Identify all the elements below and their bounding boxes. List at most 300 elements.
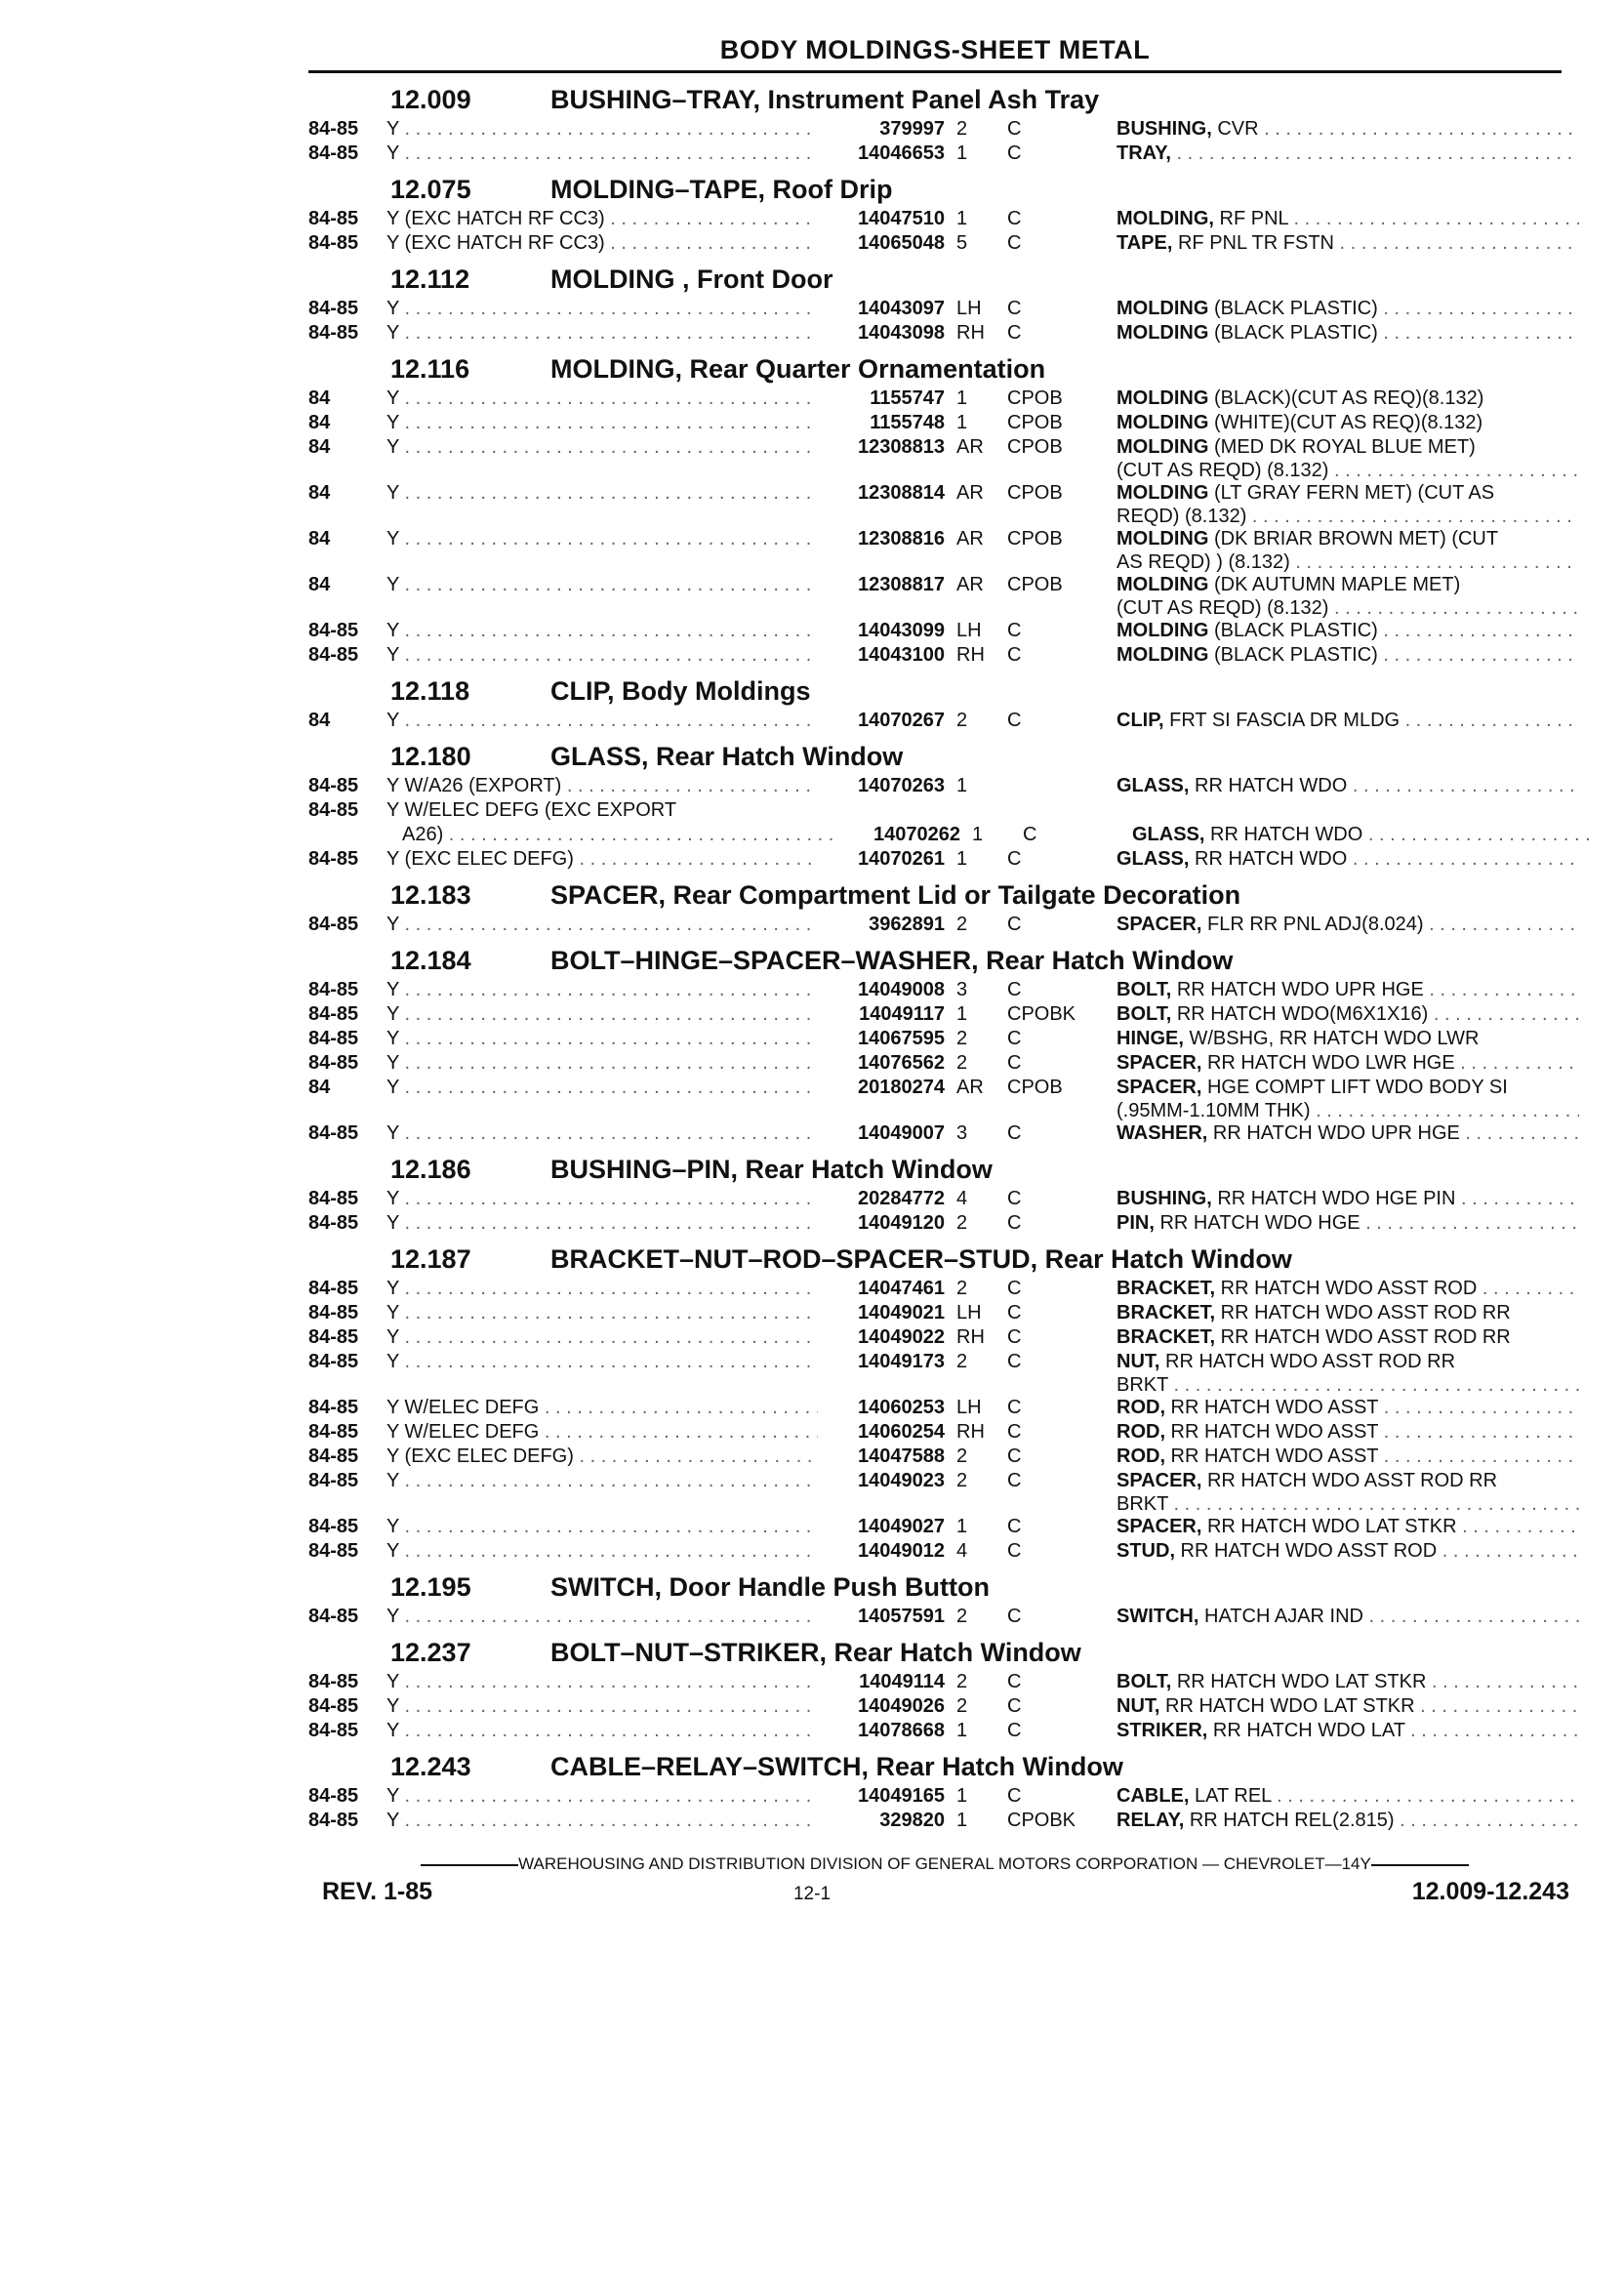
part-number-cell: 14043098: [858, 322, 945, 344]
part-number-cell: [818, 1100, 945, 1121]
description-cell: [1116, 117, 1579, 142]
code-cell: [1007, 1100, 1116, 1121]
model-cell: Y . . .: [386, 481, 818, 506]
description-name: ROD,: [1116, 1397, 1165, 1418]
year-cell: 84: [308, 1077, 331, 1098]
code-cell: [1007, 798, 1116, 823]
description-detail: HATCH AJAR IND: [1198, 1606, 1363, 1627]
code-cell: C: [1007, 1470, 1022, 1491]
description-detail: RR HATCH WDO LAT STKR: [1201, 1516, 1457, 1537]
description-name: RELAY,: [1116, 1810, 1185, 1831]
description-cell: [1116, 481, 1579, 506]
model-cell: Y . . .: [386, 913, 818, 937]
description-cell: [1116, 411, 1579, 435]
quantity-cell: AR: [956, 1077, 984, 1098]
section-number: 12.237: [390, 1638, 471, 1667]
quantity-cell: 2: [956, 1606, 968, 1627]
description-detail: RR HATCH WDO ASST ROD RR: [1201, 1470, 1498, 1491]
description-detail: (DK AUTUMN MAPLE MET): [1208, 574, 1461, 595]
code-cell: [1007, 551, 1116, 573]
quantity-cell: 3: [956, 1122, 968, 1144]
description-detail: RR HATCH WDO LAT STKR: [1171, 1671, 1427, 1692]
publisher-footer: [322, 1854, 1567, 1874]
description-cell: [1116, 1719, 1579, 1743]
section-heading: [308, 673, 1567, 709]
description-name: BOLT,: [1116, 979, 1172, 1000]
model-cell: Y (EXC ELEC DEFG) . . .: [386, 1445, 818, 1469]
description-cell: [1116, 387, 1579, 411]
section-number: 12.180: [390, 742, 471, 771]
model-cell: Y . . .: [386, 1121, 818, 1146]
part-row: [308, 1469, 1567, 1493]
model-cell: Y . . .: [386, 1605, 818, 1629]
code-cell: C: [1007, 1516, 1022, 1537]
year-cell: 84-85: [308, 1720, 359, 1741]
code-cell: C: [1007, 848, 1022, 870]
part-row-continuation: [308, 506, 1567, 527]
model-cell: Y W/ELEC DEFG . . .: [386, 1396, 818, 1420]
part-row: [308, 1396, 1567, 1420]
quantity-cell: AR: [956, 482, 984, 504]
part-number-cell: 14065048: [858, 232, 945, 254]
description-cell: [1116, 1469, 1579, 1493]
section-number: 12.187: [390, 1244, 471, 1274]
section-number: 12.183: [390, 880, 471, 910]
description-detail: RF PNL TR FSTN: [1172, 232, 1334, 254]
description-cell: [1116, 1809, 1579, 1833]
description-detail: RR HATCH WDO ASST: [1165, 1421, 1379, 1443]
description-detail: RR HATCH WDO(M6X1X16): [1171, 1003, 1429, 1025]
model-cell: Y . . .: [386, 1719, 818, 1743]
part-row-continuation: [308, 1493, 1567, 1515]
code-cell: C: [1007, 1720, 1022, 1741]
model-cell: [386, 551, 818, 573]
part-number-cell: 14047461: [858, 1278, 945, 1299]
quantity-cell: RH: [956, 1421, 985, 1443]
quantity-cell: 2: [956, 1470, 968, 1491]
year-cell: 84: [308, 412, 331, 433]
part-row-continuation: [308, 1374, 1567, 1396]
model-cell: Y . . .: [386, 1325, 818, 1350]
part-row: [308, 1121, 1567, 1146]
description-name: SPACER,: [1116, 1052, 1202, 1074]
part-row: [308, 798, 1567, 823]
description-name: MOLDING: [1116, 644, 1209, 666]
description-cell: [1116, 1784, 1579, 1809]
part-number-cell: 12308814: [858, 482, 945, 504]
quantity-cell: 1: [956, 1003, 968, 1025]
description-detail: (WHITE)(CUT AS REQ)(8.132): [1208, 412, 1483, 433]
year-cell: 84-85: [308, 1326, 359, 1348]
part-row: [308, 1076, 1567, 1100]
year-cell: 84-85: [308, 1445, 359, 1467]
year-cell: 84-85: [308, 1470, 359, 1491]
section-heading: [308, 1635, 1567, 1670]
code-cell: C: [1007, 1785, 1022, 1807]
part-number-cell: 14070261: [858, 848, 945, 870]
model-cell: Y . . .: [386, 1350, 818, 1374]
description-name: BRACKET,: [1116, 1302, 1216, 1323]
part-number-cell: [818, 1493, 945, 1515]
description-detail: CVR: [1211, 118, 1259, 140]
description-cell: [1116, 1187, 1579, 1211]
model-cell: Y . . .: [386, 1187, 818, 1211]
description-name: ROD,: [1116, 1421, 1165, 1443]
description-cell: [1116, 1277, 1579, 1301]
year-cell: [308, 597, 386, 619]
part-row: [308, 573, 1567, 597]
quantity-cell: 2: [956, 1278, 968, 1299]
description-cell: [1116, 798, 1579, 823]
quantity-cell: 2: [956, 1671, 968, 1692]
code-cell: C: [1007, 914, 1022, 935]
model-cell: Y . . .: [386, 1051, 818, 1076]
quantity-cell: RH: [956, 1326, 985, 1348]
code-cell: C: [1007, 979, 1022, 1000]
quantity-cell: 4: [956, 1188, 968, 1209]
part-row: [308, 823, 1567, 847]
code-cell: C: [1007, 232, 1022, 254]
description-name: SPACER,: [1116, 914, 1202, 935]
code-cell: [1007, 460, 1116, 481]
description-name: BRACKET,: [1116, 1278, 1216, 1299]
part-row: [308, 481, 1567, 506]
description-name: TRAY,: [1116, 142, 1171, 164]
part-row: [308, 1002, 1567, 1027]
quantity-cell: 1: [972, 824, 984, 845]
model-cell: Y . . .: [386, 643, 818, 668]
part-row: [308, 913, 1567, 937]
part-number-cell: 14078668: [858, 1720, 945, 1741]
description-cell: [1116, 231, 1579, 256]
description-name: ROD,: [1116, 1445, 1165, 1467]
quantity-cell: AR: [956, 528, 984, 550]
part-row: [308, 435, 1567, 460]
code-cell: C: [1007, 1397, 1022, 1418]
description-cell: [1116, 643, 1579, 668]
quantity-cell: 1: [956, 387, 968, 409]
code-cell: C: [1007, 1028, 1022, 1049]
code-cell: CPOB: [1007, 528, 1063, 550]
code-cell: [1007, 1493, 1116, 1515]
description-detail: RR HATCH WDO ASST ROD: [1215, 1278, 1478, 1299]
part-number-cell: 14043100: [858, 644, 945, 666]
section-name: BUSHING–PIN, Rear Hatch Window: [550, 1155, 993, 1184]
quantity-cell: AR: [956, 574, 984, 595]
code-cell: CPOB: [1007, 387, 1063, 409]
part-number-cell: 14070267: [858, 710, 945, 731]
description-detail: RR HATCH WDO UPR HGE: [1171, 979, 1424, 1000]
model-cell: A26) . . .: [386, 823, 833, 847]
description-cell: [1116, 1396, 1579, 1420]
model-cell: [386, 1374, 818, 1396]
description-name: MOLDING: [1116, 387, 1209, 409]
part-number-cell: 14070262: [873, 824, 960, 845]
model-cell: Y . . .: [386, 1027, 818, 1051]
description-cell: [1116, 1515, 1579, 1539]
code-cell: [1007, 597, 1116, 619]
part-number-cell: 14043099: [858, 620, 945, 641]
code-cell: CPOB: [1007, 574, 1063, 595]
part-row: [308, 643, 1567, 668]
description-detail: (BLACK PLASTIC): [1208, 298, 1378, 319]
description-continued: (CUT AS REQD) (8.132) . . .: [1116, 597, 1579, 619]
quantity-cell: 1: [956, 412, 968, 433]
code-cell: C: [1007, 1445, 1022, 1467]
code-cell: C: [1007, 620, 1022, 641]
part-number-cell: 14049117: [859, 1003, 945, 1025]
year-cell: [308, 460, 386, 481]
description-detail: RR HATCH WDO ASST: [1165, 1397, 1379, 1418]
description-detail: RR HATCH WDO UPR HGE: [1207, 1122, 1460, 1144]
model-cell: Y . . .: [386, 435, 818, 460]
page-number: 12-1: [792, 1884, 832, 1904]
part-row: [308, 411, 1567, 435]
description-name: MOLDING: [1116, 620, 1209, 641]
model-cell: Y . . .: [386, 1539, 818, 1564]
model-cell: Y (EXC ELEC DEFG) . . .: [386, 847, 818, 872]
description-detail: FRT SI FASCIA DR MLDG: [1163, 710, 1401, 731]
description-cell: [1116, 1694, 1579, 1719]
part-number-cell: 14057591: [858, 1606, 945, 1627]
quantity-cell: 2: [956, 1445, 968, 1467]
year-cell: 84-85: [308, 232, 359, 254]
part-number-cell: 14049173: [858, 1351, 945, 1372]
section-name: BOLT–HINGE–SPACER–WASHER, Rear Hatch Window: [550, 946, 1234, 975]
model-cell: Y . . .: [386, 142, 818, 166]
description-cell: [1116, 297, 1579, 321]
code-cell: C: [1007, 1540, 1022, 1562]
part-row: [308, 1719, 1567, 1743]
quantity-cell: 1: [956, 1810, 968, 1831]
part-number-cell: 379997: [879, 118, 945, 140]
part-number-cell: 20284772: [858, 1188, 945, 1209]
description-cell: [1116, 142, 1579, 166]
description-cell: [1116, 1539, 1579, 1564]
part-row: [308, 207, 1567, 231]
section-heading: [308, 172, 1567, 207]
description-name: SPACER,: [1116, 1516, 1202, 1537]
quantity-cell: [945, 1374, 1007, 1396]
part-number-cell: 14049026: [858, 1695, 945, 1717]
part-row: [308, 1027, 1567, 1051]
quantity-cell: 1: [956, 142, 968, 164]
section-heading: [308, 1242, 1567, 1277]
description-detail: RR HATCH WDO ASST ROD RR: [1215, 1302, 1511, 1323]
year-cell: 84: [308, 574, 331, 595]
description-name: TAPE,: [1116, 232, 1173, 254]
quantity-cell: 2: [956, 914, 968, 935]
model-cell: Y . . .: [386, 321, 818, 346]
quantity-cell: 4: [956, 1540, 968, 1562]
part-number-cell: [818, 1374, 945, 1396]
year-cell: 84-85: [308, 1810, 359, 1831]
part-number-cell: 14060254: [858, 1421, 945, 1443]
section-heading: [308, 1749, 1567, 1784]
description-cell: [1116, 1420, 1579, 1445]
code-cell: C: [1007, 1278, 1022, 1299]
quantity-cell: 5: [956, 232, 968, 254]
model-cell: Y . . .: [386, 573, 818, 597]
description-detail: RR HATCH WDO: [1204, 824, 1363, 845]
section-heading: [308, 877, 1567, 913]
year-cell: 84-85: [308, 979, 359, 1000]
description-name: MOLDING,: [1116, 208, 1214, 229]
model-cell: [386, 506, 818, 527]
parts-list: [308, 82, 1567, 1833]
year-cell: 84-85: [308, 1785, 359, 1807]
part-number-cell: 14060253: [858, 1397, 945, 1418]
description-name: CABLE,: [1116, 1785, 1190, 1807]
code-cell: C: [1007, 142, 1022, 164]
description-cell: [1116, 1051, 1579, 1076]
code-cell: [1007, 1374, 1116, 1396]
description-cell: [1116, 847, 1579, 872]
year-cell: 84-85: [308, 775, 359, 796]
part-number-cell: 12308816: [858, 528, 945, 550]
description-name: BUSHING,: [1116, 118, 1212, 140]
description-cell: [1116, 774, 1579, 798]
description-continued: AS REQD) ) (8.132) . . .: [1116, 551, 1579, 573]
year-cell: 84-85: [308, 1188, 359, 1209]
description-detail: HGE COMPT LIFT WDO BODY SI: [1201, 1077, 1508, 1098]
description-cell: [1116, 709, 1579, 733]
description-detail: RR HATCH WDO LAT: [1207, 1720, 1405, 1741]
part-number-cell: [818, 798, 945, 823]
description-name: CLIP,: [1116, 710, 1164, 731]
description-name: MOLDING: [1116, 482, 1209, 504]
quantity-cell: 1: [956, 1516, 968, 1537]
description-detail: RR HATCH WDO: [1189, 775, 1348, 796]
section-heading: [308, 1569, 1567, 1605]
description-continued: BRKT . . .: [1116, 1374, 1579, 1396]
description-name: MOLDING: [1116, 322, 1209, 344]
part-row: [308, 1051, 1567, 1076]
part-number-cell: 14049021: [858, 1302, 945, 1323]
code-cell: C: [1007, 208, 1022, 229]
quantity-cell: RH: [956, 322, 985, 344]
description-name: WASHER,: [1116, 1122, 1208, 1144]
part-row-continuation: [308, 551, 1567, 573]
code-cell: C: [1023, 824, 1037, 845]
description-name: MOLDING: [1116, 528, 1209, 550]
part-row: [308, 321, 1567, 346]
part-number-cell: 14049023: [858, 1470, 945, 1491]
part-row: [308, 1445, 1567, 1469]
model-cell: Y W/ELEC DEFG (EXC EXPORT: [386, 799, 677, 821]
part-row-continuation: [308, 460, 1567, 481]
section-number: 12.112: [390, 265, 470, 294]
year-cell: 84-85: [308, 118, 359, 140]
part-row: [308, 117, 1567, 142]
part-row: [308, 1420, 1567, 1445]
description-name: NUT,: [1116, 1351, 1160, 1372]
part-row: [308, 1301, 1567, 1325]
part-number-cell: [818, 597, 945, 619]
part-row: [308, 1350, 1567, 1374]
description-name: MOLDING: [1116, 412, 1209, 433]
description-name: HINGE,: [1116, 1028, 1184, 1049]
quantity-cell: 2: [956, 1052, 968, 1074]
part-row: [308, 978, 1567, 1002]
description-cell: [1116, 1670, 1579, 1694]
year-cell: 84-85: [308, 1028, 359, 1049]
part-number-cell: 12308813: [858, 436, 945, 458]
part-row: [308, 1211, 1567, 1236]
model-cell: Y . . .: [386, 1301, 818, 1325]
quantity-cell: [945, 506, 1007, 527]
year-cell: 84-85: [308, 1351, 359, 1372]
description-cell: [1116, 573, 1579, 597]
quantity-cell: [945, 1100, 1007, 1121]
description-cell: [1132, 823, 1595, 847]
quantity-cell: 2: [956, 710, 968, 731]
model-cell: Y . . .: [386, 1277, 818, 1301]
description-name: GLASS,: [1116, 775, 1190, 796]
description-name: BOLT,: [1116, 1003, 1172, 1025]
description-name: SPACER,: [1116, 1077, 1202, 1098]
description-cell: [1116, 321, 1579, 346]
part-row: [308, 527, 1567, 551]
year-cell: 84-85: [308, 1003, 359, 1025]
model-cell: Y . . .: [386, 1694, 818, 1719]
model-cell: Y W/A26 (EXPORT) . . .: [386, 774, 818, 798]
section-name: BOLT–NUT–STRIKER, Rear Hatch Window: [550, 1638, 1081, 1667]
section-name: MOLDING, Rear Quarter Ornamentation: [550, 354, 1046, 384]
section-number: 12.186: [390, 1155, 471, 1184]
section-number: 12.243: [390, 1752, 471, 1781]
part-row: [308, 1539, 1567, 1564]
description-cell: [1116, 1121, 1579, 1146]
model-cell: [386, 1100, 818, 1121]
description-detail: (MED DK ROYAL BLUE MET): [1208, 436, 1476, 458]
part-number-cell: 14047510: [858, 208, 945, 229]
year-cell: [308, 1374, 386, 1396]
part-number-cell: 14070263: [858, 775, 945, 796]
description-detail: RR HATCH WDO ASST ROD RR: [1159, 1351, 1456, 1372]
model-cell: Y . . .: [386, 619, 818, 643]
description-continued: (CUT AS REQD) (8.132) . . .: [1116, 460, 1579, 481]
quantity-cell: [945, 551, 1007, 573]
year-cell: 84-85: [308, 298, 359, 319]
section-name: BRACKET–NUT–ROD–SPACER–STUD, Rear Hatch Window: [550, 1244, 1292, 1274]
part-number-cell: 14049012: [858, 1540, 945, 1562]
part-row: [308, 1694, 1567, 1719]
section-name: CABLE–RELAY–SWITCH, Rear Hatch Window: [550, 1752, 1123, 1781]
description-cell: [1116, 1325, 1579, 1350]
description-detail: LAT REL: [1189, 1785, 1272, 1807]
model-cell: Y . . .: [386, 297, 818, 321]
part-number-cell: 14049022: [858, 1326, 945, 1348]
year-cell: 84: [308, 710, 331, 731]
code-cell: C: [1007, 1351, 1022, 1372]
description-name: GLASS,: [1116, 848, 1190, 870]
section-heading: [308, 943, 1567, 978]
section-range: 12.009-12.243: [1411, 1878, 1569, 1905]
year-cell: 84-85: [308, 1122, 359, 1144]
section-heading: [308, 82, 1567, 117]
description-cell: [1116, 619, 1579, 643]
year-cell: 84: [308, 436, 331, 458]
description-detail: (BLACK PLASTIC): [1208, 620, 1378, 641]
quantity-cell: 1: [956, 775, 968, 796]
model-cell: Y . . .: [386, 1076, 818, 1100]
code-cell: C: [1007, 1302, 1022, 1323]
section-name: BUSHING–TRAY, Instrument Panel Ash Tray: [550, 85, 1100, 114]
part-row: [308, 709, 1567, 733]
description-name: SPACER,: [1116, 1470, 1202, 1491]
year-cell: 84: [308, 528, 331, 550]
